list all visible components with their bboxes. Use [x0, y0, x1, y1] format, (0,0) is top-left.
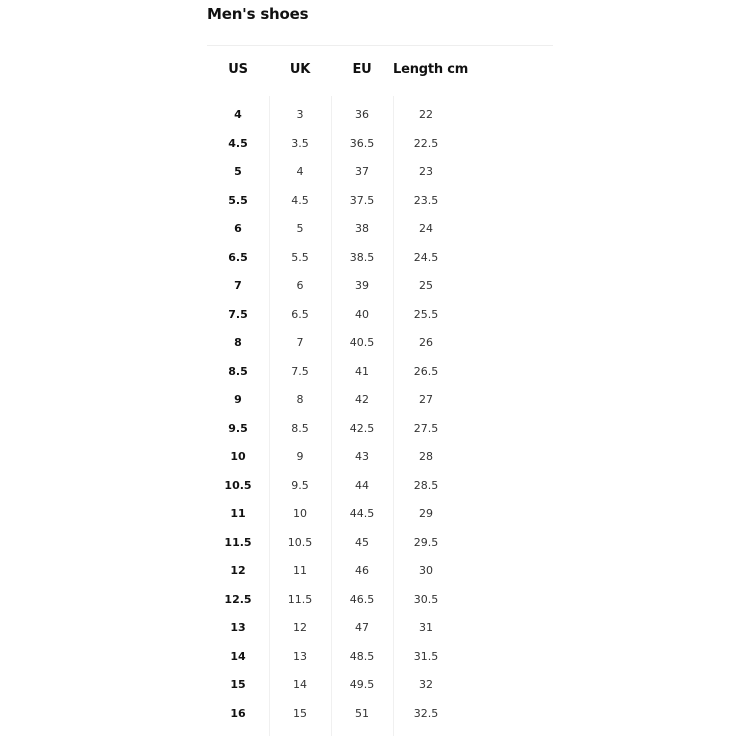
cell-us: 6.5 — [228, 250, 248, 264]
cell-length: 27.5 — [413, 421, 439, 435]
cell-eu: 37.5 — [349, 193, 375, 207]
cell-length: 30 — [419, 564, 433, 577]
cell-uk: 8.5 — [291, 421, 309, 435]
cell-eu: 51 — [355, 706, 369, 720]
table-row — [207, 643, 553, 672]
cell-us: 10.5 — [224, 478, 252, 492]
page-title: Men's shoes — [207, 5, 309, 23]
cell-us: 12.5 — [224, 592, 252, 606]
cell-length: 31 — [419, 621, 433, 634]
cell-us: 13 — [230, 621, 246, 634]
cell-length: 30.5 — [413, 592, 439, 606]
cell-uk: 12 — [293, 621, 307, 634]
cell-length: 23 — [419, 165, 433, 178]
cell-length: 29 — [419, 507, 433, 520]
header-uk: UK — [289, 62, 311, 77]
cell-eu: 36.5 — [349, 136, 375, 150]
cell-eu: 49.5 — [349, 678, 375, 691]
cell-us: 5 — [234, 165, 242, 178]
table-row — [207, 187, 553, 216]
cell-us: 11.5 — [224, 535, 252, 549]
cell-length: 32 — [419, 678, 433, 691]
cell-eu: 47 — [355, 621, 369, 634]
table-row — [207, 301, 553, 330]
cell-eu: 45 — [355, 535, 369, 549]
cell-eu: 38 — [355, 222, 369, 235]
cell-length: 28.5 — [413, 478, 439, 492]
table-row — [207, 500, 553, 529]
cell-us: 14 — [230, 649, 246, 663]
table-row — [207, 329, 553, 358]
cell-us: 9 — [234, 393, 242, 406]
cell-us: 4.5 — [228, 136, 248, 150]
table-row — [207, 700, 553, 729]
cell-length: 28 — [419, 450, 433, 463]
cell-eu: 48.5 — [349, 649, 375, 663]
table-row — [207, 443, 553, 472]
cell-eu: 41 — [355, 364, 369, 378]
header-us: US — [228, 62, 248, 77]
cell-eu: 42.5 — [349, 421, 375, 435]
table-row — [207, 671, 553, 700]
cell-uk: 7.5 — [291, 364, 309, 378]
table-row — [207, 244, 553, 273]
cell-eu: 46.5 — [349, 592, 375, 606]
cell-length: 31.5 — [413, 649, 439, 663]
cell-uk: 9.5 — [291, 478, 309, 492]
cell-us: 12 — [230, 564, 246, 577]
cell-eu: 46 — [355, 564, 369, 577]
cell-us: 16 — [230, 706, 246, 720]
table-row — [207, 472, 553, 501]
table-row — [207, 215, 553, 244]
cell-uk: 8 — [296, 393, 304, 406]
table-row — [207, 614, 553, 643]
cell-eu: 44 — [355, 478, 369, 492]
cell-us: 7.5 — [228, 307, 248, 321]
cell-uk: 13 — [293, 649, 307, 663]
cell-length: 26 — [419, 336, 433, 349]
cell-us: 8 — [234, 336, 242, 349]
cell-us: 10 — [230, 450, 246, 463]
cell-length: 29.5 — [413, 535, 439, 549]
cell-uk: 5 — [296, 222, 304, 235]
cell-length: 24.5 — [413, 250, 439, 264]
cell-us: 15 — [230, 678, 246, 691]
cell-uk: 9 — [296, 450, 304, 463]
table-row — [207, 586, 553, 615]
cell-uk: 6 — [296, 279, 304, 292]
title-divider — [207, 45, 553, 46]
cell-uk: 5.5 — [291, 250, 309, 264]
cell-uk: 10 — [293, 507, 307, 520]
table-row — [207, 272, 553, 301]
cell-us: 11 — [230, 507, 246, 520]
cell-eu: 37 — [355, 165, 369, 178]
cell-uk: 7 — [296, 336, 304, 349]
cell-uk: 11 — [293, 564, 307, 577]
cell-uk: 3.5 — [291, 136, 309, 150]
cell-eu: 40.5 — [349, 336, 375, 349]
cell-length: 32.5 — [413, 706, 439, 720]
cell-us: 5.5 — [228, 193, 248, 207]
cell-uk: 11.5 — [287, 592, 313, 606]
cell-eu: 39 — [355, 279, 369, 292]
cell-length: 26.5 — [413, 364, 439, 378]
cell-length: 22 — [419, 108, 433, 121]
cell-us: 8.5 — [228, 364, 248, 378]
cell-eu: 36 — [355, 108, 369, 121]
table-row — [207, 386, 553, 415]
cell-uk: 4.5 — [291, 193, 309, 207]
cell-us: 9.5 — [228, 421, 248, 435]
table-row — [207, 101, 553, 130]
cell-eu: 43 — [355, 450, 369, 463]
cell-us: 6 — [234, 222, 242, 235]
cell-us: 7 — [234, 279, 242, 292]
cell-eu: 38.5 — [349, 250, 375, 264]
table-row — [207, 130, 553, 159]
cell-length: 25 — [419, 279, 433, 292]
cell-uk: 14 — [293, 678, 307, 691]
cell-length: 24 — [419, 222, 433, 235]
cell-us: 4 — [234, 108, 242, 121]
cell-length: 23.5 — [413, 193, 439, 207]
cell-uk: 3 — [296, 108, 304, 121]
cell-uk: 6.5 — [291, 307, 309, 321]
table-row — [207, 557, 553, 586]
size-table-body — [207, 101, 553, 728]
header-length: Length cm — [393, 62, 469, 77]
cell-eu: 40 — [355, 307, 369, 321]
cell-length: 27 — [419, 393, 433, 406]
cell-eu: 42 — [355, 393, 369, 406]
cell-length: 25.5 — [413, 307, 439, 321]
header-eu: EU — [352, 62, 372, 77]
cell-length: 22.5 — [413, 136, 439, 150]
table-row — [207, 158, 553, 187]
cell-eu: 44.5 — [349, 507, 375, 520]
table-row — [207, 358, 553, 387]
cell-uk: 10.5 — [287, 535, 313, 549]
cell-uk: 4 — [296, 165, 304, 178]
table-row — [207, 415, 553, 444]
cell-uk: 15 — [293, 706, 307, 720]
table-row — [207, 529, 553, 558]
